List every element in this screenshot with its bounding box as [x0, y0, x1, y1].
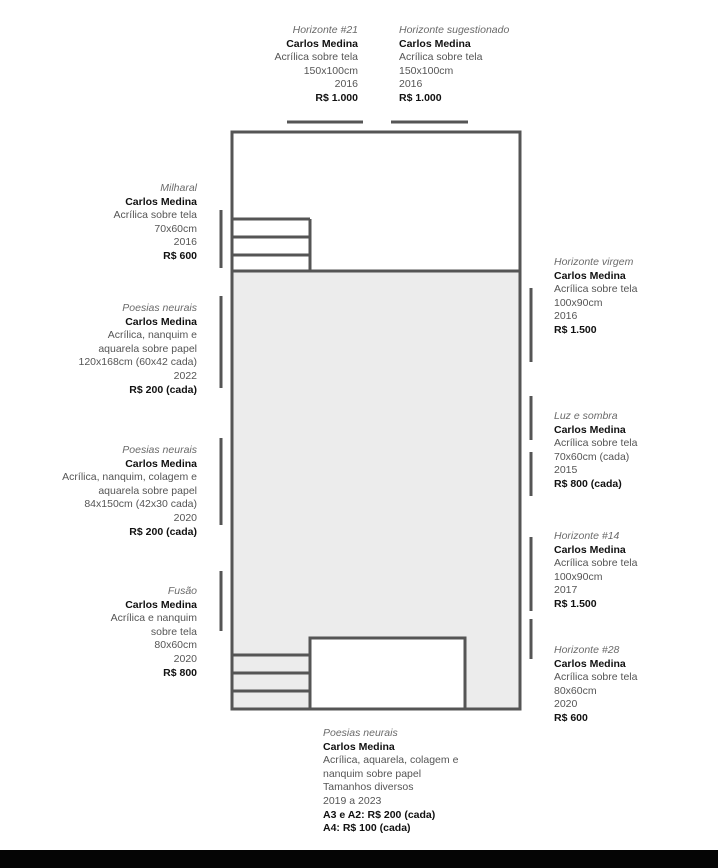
shelf-unit-top	[232, 219, 310, 271]
artwork-artist: Carlos Medina	[286, 37, 358, 50]
artwork-year: 2015	[554, 464, 578, 477]
label-horizonte-virgem	[554, 256, 637, 338]
artwork-size: 100x90cm	[554, 296, 603, 309]
artwork-title: Poesias neurais	[122, 302, 197, 314]
artwork-price: R$ 1.000	[399, 91, 442, 104]
artwork-price: R$ 600	[163, 249, 197, 262]
artwork-medium-line-1: Acrílica, nanquim, colagem e	[62, 471, 197, 484]
artwork-year: 2017	[554, 584, 578, 597]
artwork-medium: Acrílica sobre tela	[554, 437, 638, 450]
artwork-medium-line-2: aquarela sobre papel	[98, 484, 197, 497]
label-milharal	[114, 182, 197, 264]
artwork-year: 2020	[173, 511, 197, 524]
artwork-price: R$ 1.500	[554, 597, 597, 610]
artwork-medium-line-2: sobre tela	[150, 625, 197, 638]
artwork-size: 120x168cm (60x42 cada)	[78, 356, 197, 369]
artwork-size: 70x60cm (cada)	[554, 450, 630, 463]
artwork-size: 80x60cm	[154, 639, 197, 652]
label-luz-e-sombra	[554, 410, 637, 492]
artwork-year: 2016	[554, 310, 578, 323]
artwork-title: Fusão	[167, 585, 197, 597]
artwork-medium: Acrílica sobre tela	[399, 51, 483, 64]
artwork-medium: Acrílica sobre tela	[554, 283, 638, 296]
artwork-title: Luz e sombra	[554, 410, 618, 422]
artwork-price: R$ 600	[554, 711, 588, 724]
artwork-medium-line-2: nanquim sobre papel	[323, 767, 422, 780]
artwork-year: 2016	[173, 236, 197, 249]
artwork-year: 2020	[173, 652, 197, 665]
artwork-artist: Carlos Medina	[125, 195, 197, 208]
artwork-artist: Carlos Medina	[554, 543, 626, 556]
artwork-size: 100x90cm	[554, 570, 603, 583]
label-horizonte-sugestionado	[399, 24, 509, 106]
artwork-medium-line-1: Acrílica e nanquim	[110, 612, 197, 625]
display-table	[310, 638, 465, 709]
artwork-title: Horizonte virgem	[554, 256, 634, 268]
artwork-artist: Carlos Medina	[125, 598, 197, 611]
artwork-size: 150x100cm	[303, 64, 358, 77]
artwork-price: R$ 800	[163, 666, 197, 679]
artwork-medium-line-2: aquarela sobre papel	[98, 342, 197, 355]
artwork-artist: Carlos Medina	[125, 315, 197, 328]
artwork-size: 80x60cm	[554, 684, 597, 697]
artwork-year: 2022	[173, 369, 197, 382]
artwork-title: Horizonte #14	[554, 530, 620, 542]
artwork-price-line-2: A4: R$ 100 (cada)	[323, 822, 411, 835]
footer-bar	[0, 850, 718, 868]
artwork-title: Milharal	[160, 182, 197, 194]
artwork-size: 150x100cm	[399, 64, 454, 77]
artwork-artist: Carlos Medina	[125, 457, 197, 470]
artwork-title: Poesias neurais	[323, 727, 398, 739]
artwork-medium: Acrílica sobre tela	[113, 209, 197, 222]
artwork-price: R$ 200 (cada)	[129, 525, 197, 538]
artwork-artist: Carlos Medina	[554, 657, 626, 670]
label-horizonte21	[275, 24, 358, 106]
artwork-price: R$ 200 (cada)	[129, 383, 197, 396]
label-poesias-neurais-1	[79, 302, 198, 397]
artwork-price-line-1: A3 e A2: R$ 200 (cada)	[323, 808, 436, 821]
artwork-artist: Carlos Medina	[554, 269, 626, 282]
artwork-year: 2019 a 2023	[323, 794, 382, 807]
label-horizonte28	[554, 644, 637, 726]
label-poesias-neurais-3	[323, 727, 458, 836]
artwork-price: R$ 800 (cada)	[554, 477, 622, 490]
artwork-size: 84x150cm (42x30 cada)	[84, 498, 197, 511]
artwork-price: R$ 1.500	[554, 323, 597, 336]
artwork-artist: Carlos Medina	[399, 37, 471, 50]
artwork-medium: Acrílica sobre tela	[554, 557, 638, 570]
artwork-artist: Carlos Medina	[554, 423, 626, 436]
label-poesias-neurais-2	[62, 444, 197, 539]
artwork-size: Tamanhos diversos	[323, 781, 414, 794]
artwork-medium: Acrílica sobre tela	[274, 51, 358, 64]
artwork-title: Horizonte #21	[292, 24, 358, 36]
artwork-year: 2016	[399, 78, 423, 91]
artwork-size: 70x60cm	[154, 222, 197, 235]
artwork-price: R$ 1.000	[315, 91, 358, 104]
artwork-title: Horizonte sugestionado	[399, 24, 510, 36]
artwork-year: 2020	[554, 698, 578, 711]
artwork-medium-line-1: Acrílica, nanquim e	[107, 329, 197, 342]
label-horizonte14	[554, 530, 637, 612]
artwork-year: 2016	[334, 78, 358, 91]
artwork-medium: Acrílica sobre tela	[554, 671, 638, 684]
artwork-medium-line-1: Acrílica, aquarela, colagem e	[323, 754, 459, 767]
artwork-artist: Carlos Medina	[323, 740, 395, 753]
artwork-title: Horizonte #28	[554, 644, 620, 656]
label-fusao	[111, 585, 197, 680]
artwork-title: Poesias neurais	[122, 444, 197, 456]
